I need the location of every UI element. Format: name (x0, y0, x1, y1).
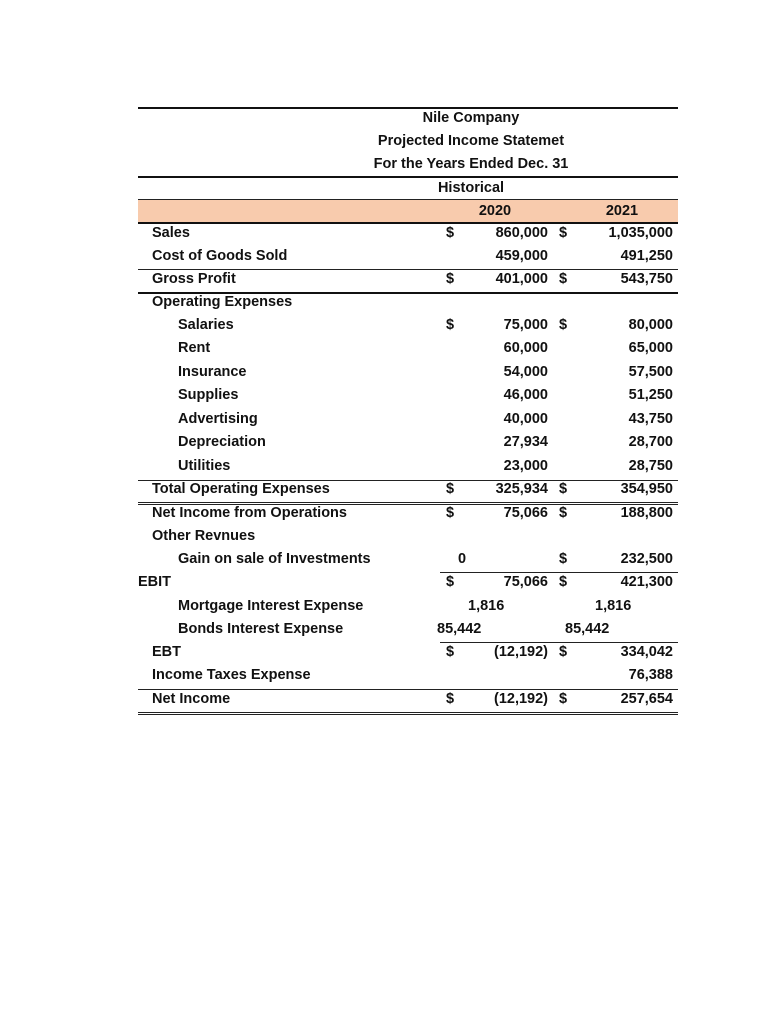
table-row (0, 434, 768, 454)
value-2021: 232,500 (620, 551, 673, 567)
table-row (0, 387, 768, 407)
currency-2020: $ (446, 225, 455, 241)
row-label: Other Revnues (152, 528, 256, 544)
value-2020: 0 (458, 551, 467, 567)
currency-2021: $ (559, 317, 568, 333)
value-2021: 51,250 (628, 387, 673, 403)
row-label: Net Income from Operations (152, 505, 347, 521)
table-row (0, 598, 768, 618)
table-row (0, 364, 768, 384)
currency-2020: $ (446, 574, 455, 590)
table-row (0, 317, 768, 337)
row-label: Total Operating Expenses (152, 481, 330, 497)
currency-2021: $ (559, 225, 568, 241)
value-2021: 188,800 (620, 505, 673, 521)
row-label: Rent (178, 340, 211, 356)
row-label: Salaries (178, 317, 234, 333)
value-2020: 459,000 (495, 248, 548, 264)
value-2021: 1,816 (595, 598, 632, 614)
double-divider (138, 712, 678, 715)
divider (138, 689, 678, 690)
value-2020: 75,066 (503, 574, 548, 590)
divider (440, 572, 678, 573)
value-2021: 421,300 (620, 574, 673, 590)
row-label: Advertising (178, 411, 258, 427)
currency-2021: $ (559, 551, 568, 567)
currency-2020: $ (446, 644, 455, 660)
historical-label: Historical (437, 180, 505, 196)
row-label: Gain on sale of Investments (178, 551, 371, 567)
currency-2021: $ (559, 574, 568, 590)
value-2020: 60,000 (503, 340, 548, 356)
table-row (0, 621, 768, 641)
currency-2021: $ (559, 691, 568, 707)
value-2020: 23,000 (503, 458, 548, 474)
currency-2020: $ (446, 271, 455, 287)
value-2021: 85,442 (565, 621, 610, 637)
currency-2021: $ (559, 644, 568, 660)
company-name: Nile Company (422, 110, 520, 126)
value-2020: (12,192) (493, 644, 548, 660)
table-row (0, 505, 768, 525)
row-label: Depreciation (178, 434, 266, 450)
value-2020: 85,442 (437, 621, 482, 637)
value-2021: 43,750 (628, 411, 673, 427)
value-2020: 325,934 (495, 481, 548, 497)
value-2020: 54,000 (503, 364, 548, 380)
currency-2020: $ (446, 481, 455, 497)
currency-2020: $ (446, 317, 455, 333)
divider (138, 222, 678, 224)
row-label: EBIT (138, 574, 172, 590)
value-2021: 65,000 (628, 340, 673, 356)
value-2020: 27,934 (503, 434, 548, 450)
divider (138, 107, 678, 109)
value-2020: 75,066 (503, 505, 548, 521)
table-row (0, 551, 768, 571)
row-label: Supplies (178, 387, 239, 403)
table-row (0, 528, 768, 548)
row-label: Bonds Interest Expense (178, 621, 344, 637)
value-2021: 57,500 (628, 364, 673, 380)
statement-period: For the Years Ended Dec. 31 (373, 156, 569, 172)
value-2020: 46,000 (503, 387, 548, 403)
row-label: Sales (152, 225, 190, 241)
value-2020: 40,000 (503, 411, 548, 427)
table-row (0, 481, 768, 501)
year-2021-header: 2021 (605, 203, 639, 219)
value-2020: (12,192) (493, 691, 548, 707)
row-label: Net Income (152, 691, 231, 707)
currency-2021: $ (559, 271, 568, 287)
value-2021: 28,700 (628, 434, 673, 450)
table-row (0, 411, 768, 431)
table-row (0, 458, 768, 478)
row-label: Mortgage Interest Expense (178, 598, 364, 614)
value-2021: 354,950 (620, 481, 673, 497)
value-2021: 257,654 (620, 691, 673, 707)
value-2020: 860,000 (495, 225, 548, 241)
currency-2020: $ (446, 691, 455, 707)
row-label: Insurance (178, 364, 247, 380)
value-2020: 1,816 (468, 598, 505, 614)
value-2021: 543,750 (620, 271, 673, 287)
value-2021: 491,250 (620, 248, 673, 264)
table-row (0, 294, 768, 314)
table-row (0, 691, 768, 711)
value-2021: 76,388 (628, 667, 673, 683)
table-row (0, 340, 768, 360)
divider (440, 642, 678, 643)
divider (138, 199, 678, 200)
divider (138, 269, 678, 270)
value-2021: 28,750 (628, 458, 673, 474)
table-row (0, 574, 768, 594)
table-row (0, 248, 768, 268)
table-row (0, 225, 768, 245)
value-2021: 1,035,000 (608, 225, 673, 241)
currency-2021: $ (559, 481, 568, 497)
value-2021: 334,042 (620, 644, 673, 660)
value-2020: 401,000 (495, 271, 548, 287)
year-2020-header: 2020 (478, 203, 512, 219)
year-header-band (138, 200, 678, 223)
row-label: EBT (152, 644, 181, 660)
currency-2020: $ (446, 505, 455, 521)
row-label: Gross Profit (152, 271, 236, 287)
statement-title: Projected Income Statemet (377, 133, 565, 149)
value-2020: 75,000 (503, 317, 548, 333)
currency-2021: $ (559, 505, 568, 521)
divider (138, 176, 678, 178)
row-label: Utilities (178, 458, 231, 474)
row-label: Operating Expenses (152, 294, 293, 310)
row-label: Cost of Goods Sold (152, 248, 288, 264)
value-2021: 80,000 (628, 317, 673, 333)
row-label: Income Taxes Expense (152, 667, 311, 683)
table-row (0, 667, 768, 687)
table-row (0, 271, 768, 291)
table-row (0, 644, 768, 664)
